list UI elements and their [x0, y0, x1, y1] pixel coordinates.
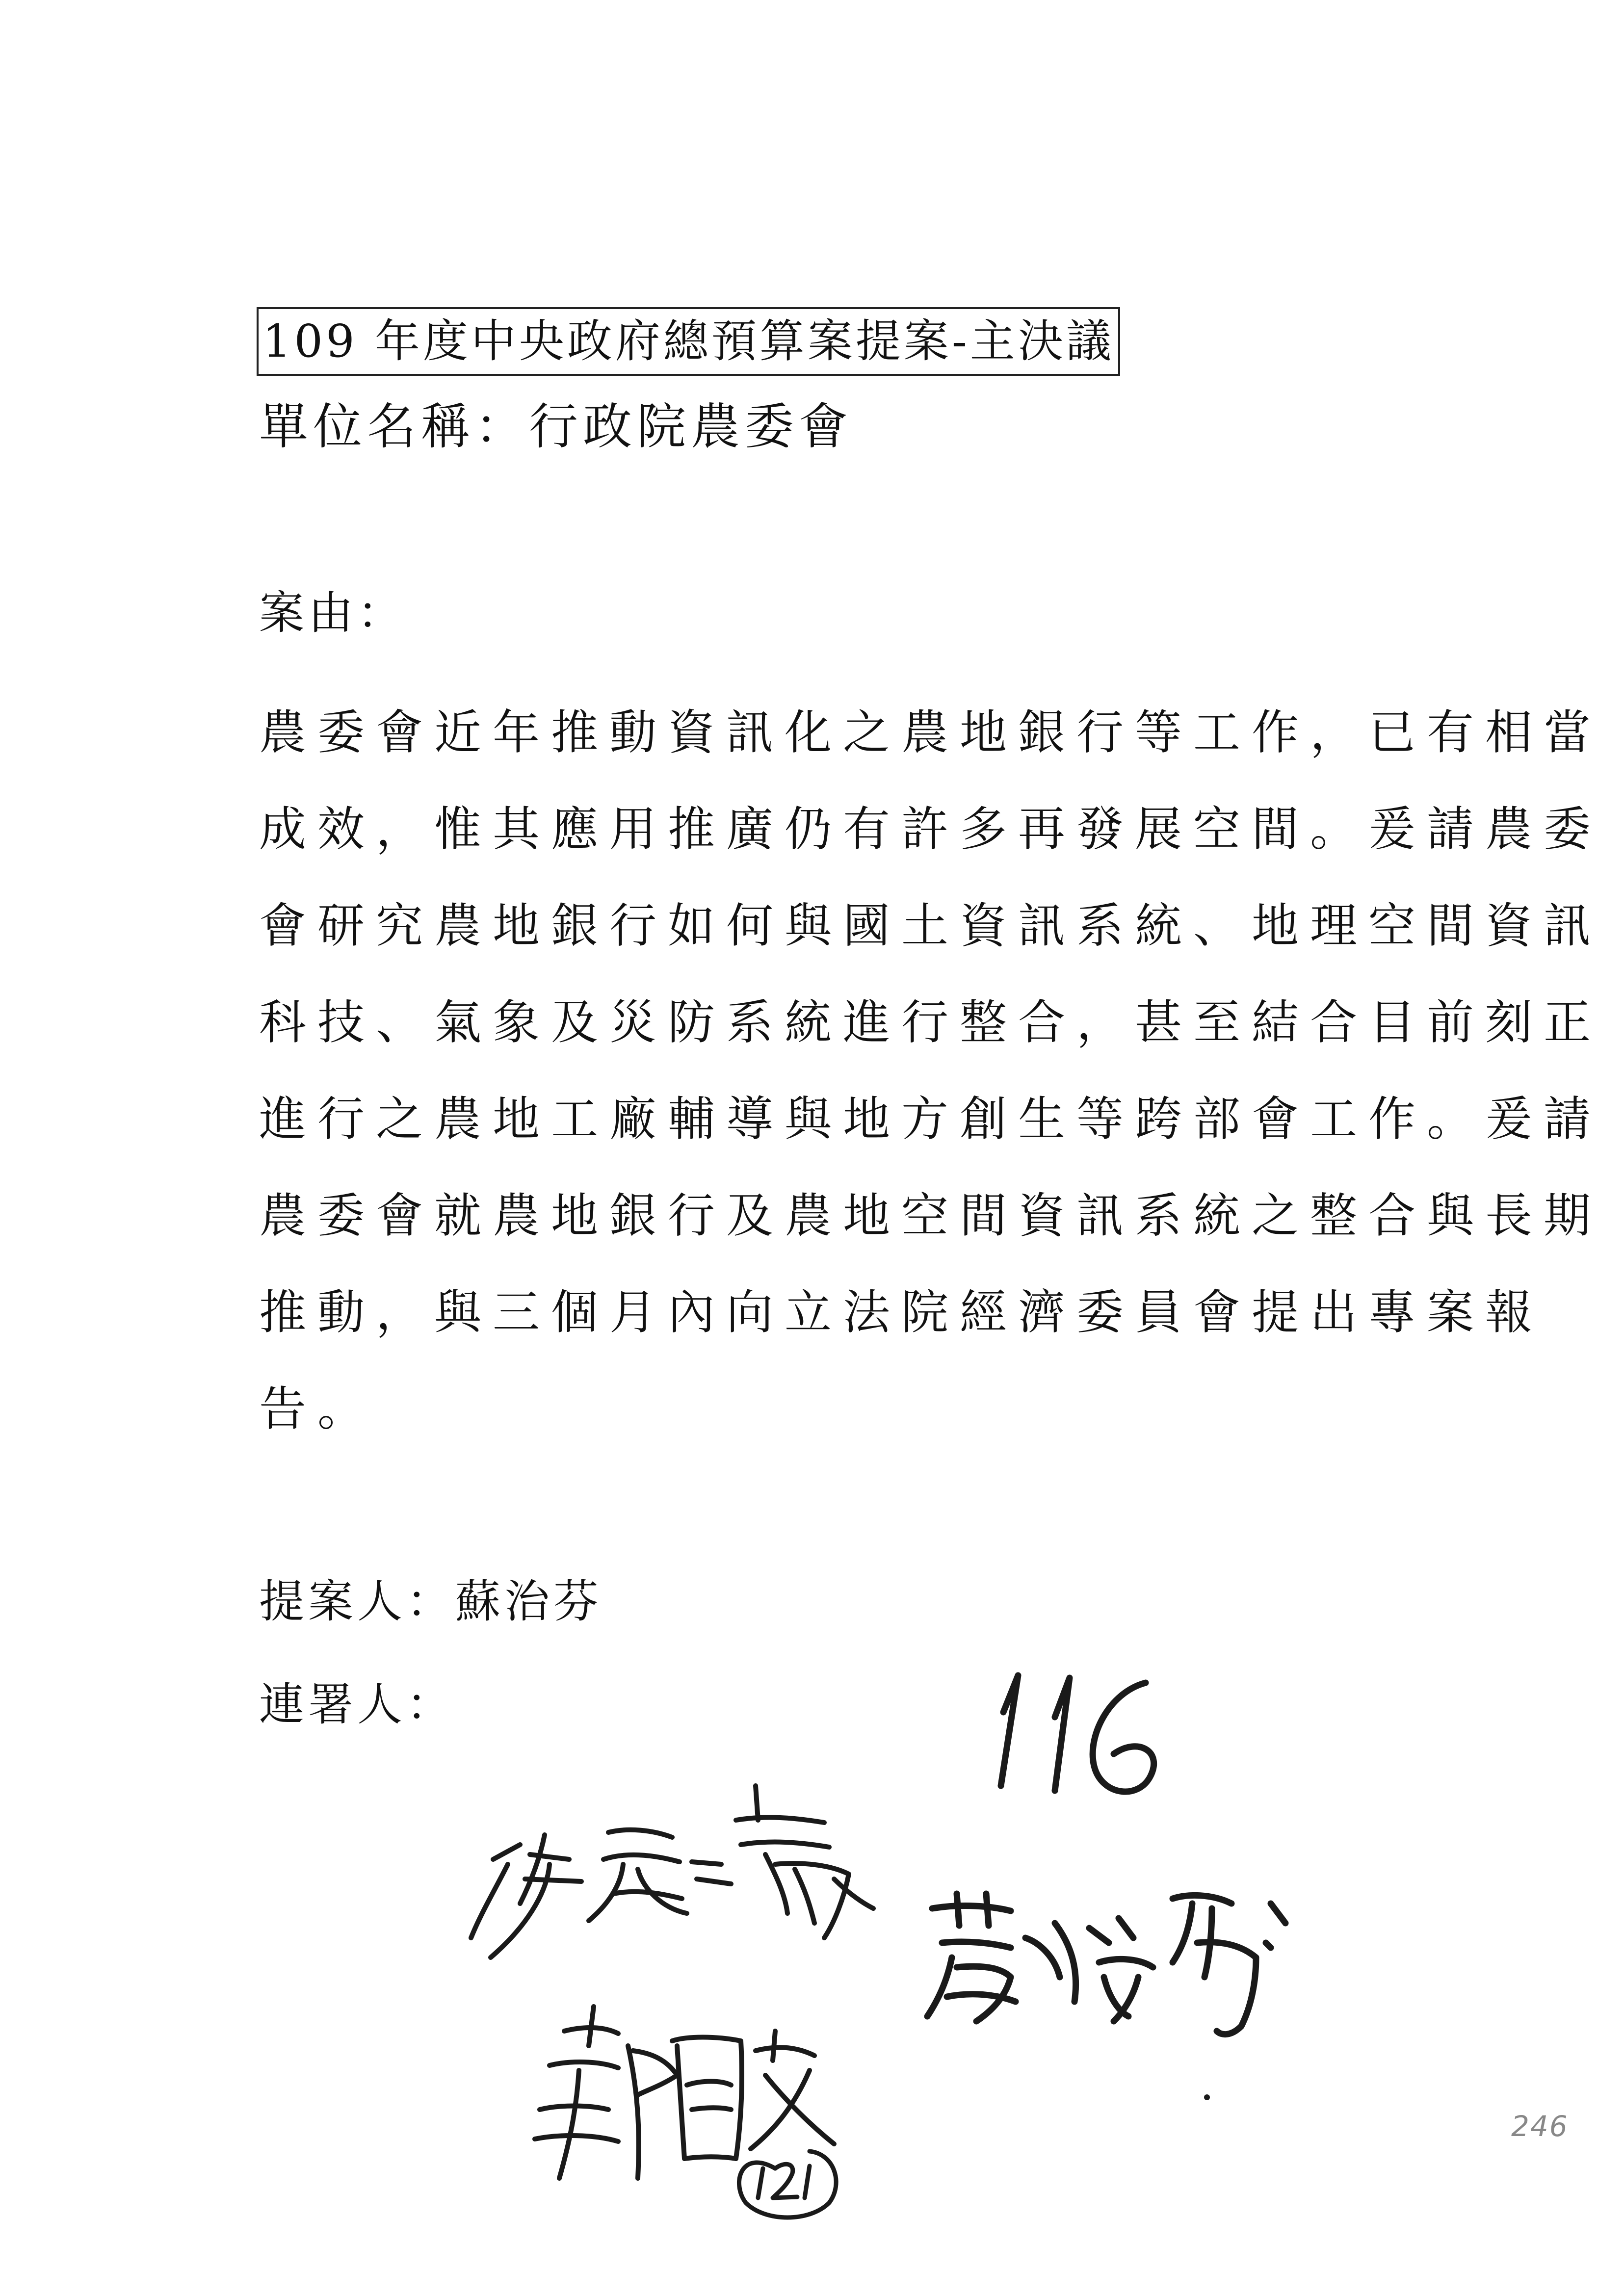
page-number-mark: 246 — [1511, 2110, 1569, 2143]
body-line-4: 科技、氣象及災防系統進行整合，甚至結合目前刻正 — [259, 995, 1602, 1050]
body-line-5: 進行之農地工廠輔導與地方創生等跨部會工作。爰請 — [259, 1092, 1602, 1147]
body-line-3: 會研究農地銀行如何與國土資訊系統、地理空間資訊 — [259, 898, 1602, 953]
body-line-2: 成效，惟其應用推廣仍有許多再發展空間。爰請農委 — [259, 802, 1602, 857]
proposal-header-text: 109 年度中央政府總預算案提案-主決議 — [262, 315, 1114, 367]
circled-number-121 — [739, 2151, 837, 2218]
body-line-8: 告。 — [259, 1382, 376, 1436]
signature-2 — [535, 2007, 834, 2178]
signature-1 — [471, 1786, 873, 1957]
handwritten-number-116 — [1001, 1675, 1154, 1792]
body-line-1: 農委會近年推動資訊化之農地銀行等工作，已有相當 — [259, 705, 1602, 760]
reason-label: 案由： — [259, 587, 407, 639]
unit-name-line: 單位名稱：行政院農委會 — [259, 398, 853, 455]
pen-dot — [1204, 2094, 1210, 2100]
cosigner-line: 連署人： — [259, 1678, 456, 1731]
body-line-7: 推動，與三個月內向立法院經濟委員會提出專案報 — [259, 1285, 1544, 1340]
proposer-line: 提案人：蘇治芬 — [259, 1575, 603, 1628]
signature-3 — [927, 1894, 1285, 2035]
body-line-6: 農委會就農地銀行及農地空間資訊系統之整合與長期 — [259, 1188, 1602, 1243]
